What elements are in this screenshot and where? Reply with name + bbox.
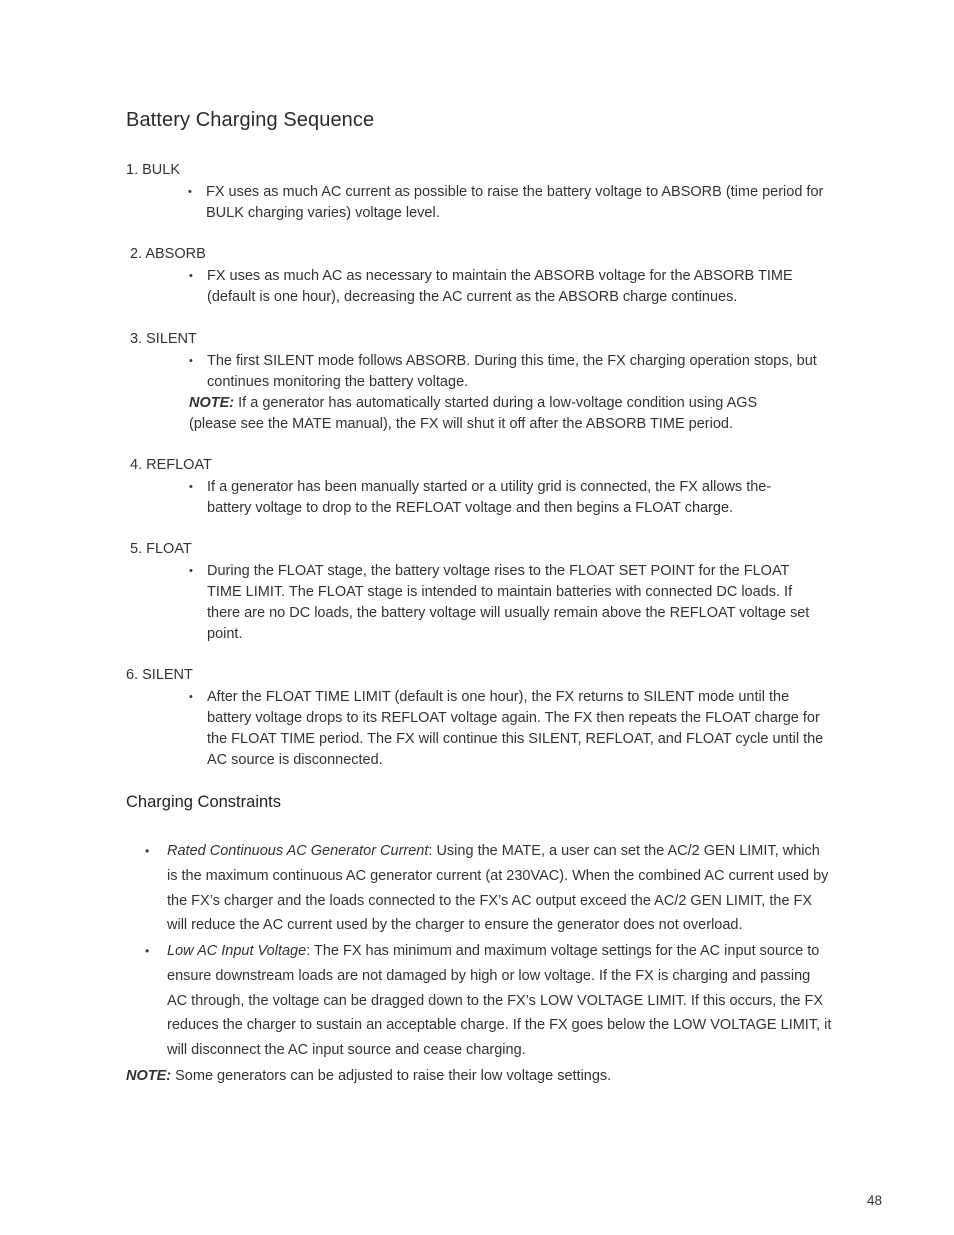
constraint-text: : The FX has minimum and maximum voltage settings for the AC input source to ensure downstream loads are not damaged by high or low voltage. If the FX is charging and passing AC through, the voltage can be dragged down to the FX’s LOW VOLTAGE LIMIT. If this occurs, the FX reduces the charger to sustain an acceptable charge. If the FX goes below the LOW VOLTAGE LIMIT, it will disconnect the AC input source and cease charging. (167, 943, 832, 1059)
step-2-text: FX uses as much AC as necessary to maintain the ABSORB voltage for the ABSORB TIME (default is one hour), decreasing the AC current as the ABSORB charge continues. (207, 268, 793, 305)
constraint-lead: Low AC Input Voltage (167, 943, 307, 959)
step-3-text: The first SILENT mode follows ABSORB. During this time, the FX charging operation stops, but continues monitoring the battery voltage. (207, 353, 817, 390)
step-2-bullet (189, 266, 807, 308)
step-2-label: 2. ABSORB (130, 246, 206, 262)
step-6-label: 6. SILENT (126, 667, 193, 683)
note-text: Some generators can be adjusted to raise their low voltage settings. (171, 1068, 612, 1084)
step-1-text: FX uses as much AC current as possible to raise the battery voltage to ABSORB (time period for BULK charging varies) voltage level. (206, 184, 824, 221)
constraint-lead: Rated Continuous AC Generator Current (167, 843, 429, 859)
note-label: NOTE: (189, 395, 235, 411)
bullet-icon: • (189, 270, 193, 282)
step-6-text: After the FLOAT TIME LIMIT (default is one hour), the FX returns to SILENT mode until the battery voltage drops to its REFLOAT voltage again. The FX then repeats the FLOAT charge for the FLOAT TIME period. The FX will continue this SILENT, REFLOAT, and FLOAT cycle until the AC source is disconnected. (207, 689, 824, 768)
step-5-bullet (189, 561, 819, 645)
step-3-label: 3. SILENT (130, 331, 197, 347)
step-5-label: 5. FLOAT (130, 541, 192, 557)
constraint-text: : Using the MATE, a user can set the AC/2 GEN LIMIT, which is the maximum continuous AC generator current (at 230VAC). When the combined AC current used by the FX’s charger and the loads connected to the FX’s AC output exceed the AC/2 GEN LIMIT, the FX will reduce the AC current used by the charger to ensure the generator does not overload. (167, 843, 829, 934)
bullet-icon: • (189, 565, 193, 577)
bullet-icon: • (189, 355, 193, 367)
section-heading: Charging Constraints (126, 793, 281, 811)
note-label: NOTE: (126, 1068, 172, 1084)
page-number: 48 (867, 1193, 883, 1208)
bullet-icon: • (145, 844, 150, 858)
bullet-icon: • (189, 481, 193, 493)
bullet-icon: • (145, 944, 150, 958)
step-3-bullet (189, 351, 822, 393)
page-title: Battery Charging Sequence (126, 109, 375, 131)
step-3-note (189, 393, 799, 435)
bullet-icon: • (188, 186, 192, 198)
step-1-bullet (188, 182, 836, 224)
step-4-label: 4. REFLOAT (130, 457, 212, 473)
bullet-icon: • (189, 691, 193, 703)
constraint-item (145, 839, 832, 938)
step-4-text: If a generator has been manually started or a utility grid is connected, the FX allows the-battery voltage to drop to the REFLOAT voltage and then begins a FLOAT charge. (207, 479, 772, 516)
step-6-bullet (189, 687, 832, 771)
constraint-item (145, 939, 832, 1063)
final-note (126, 1068, 611, 1084)
step-1-label: 1. BULK (126, 162, 180, 178)
step-5-text: During the FLOAT stage, the battery voltage rises to the FLOAT SET POINT for the FLOAT TIME LIMIT. The FLOAT stage is intended to maintain batteries with connected DC loads. If there are no DC loads, the battery voltage will usually remain above the REFLOAT voltage set point. (207, 563, 810, 642)
note-text: If a generator has automatically started during a low-voltage condition using AGS (please see the MATE manual), the FX will shut it off after the ABSORB TIME period. (189, 395, 758, 432)
step-4-bullet (189, 477, 812, 519)
